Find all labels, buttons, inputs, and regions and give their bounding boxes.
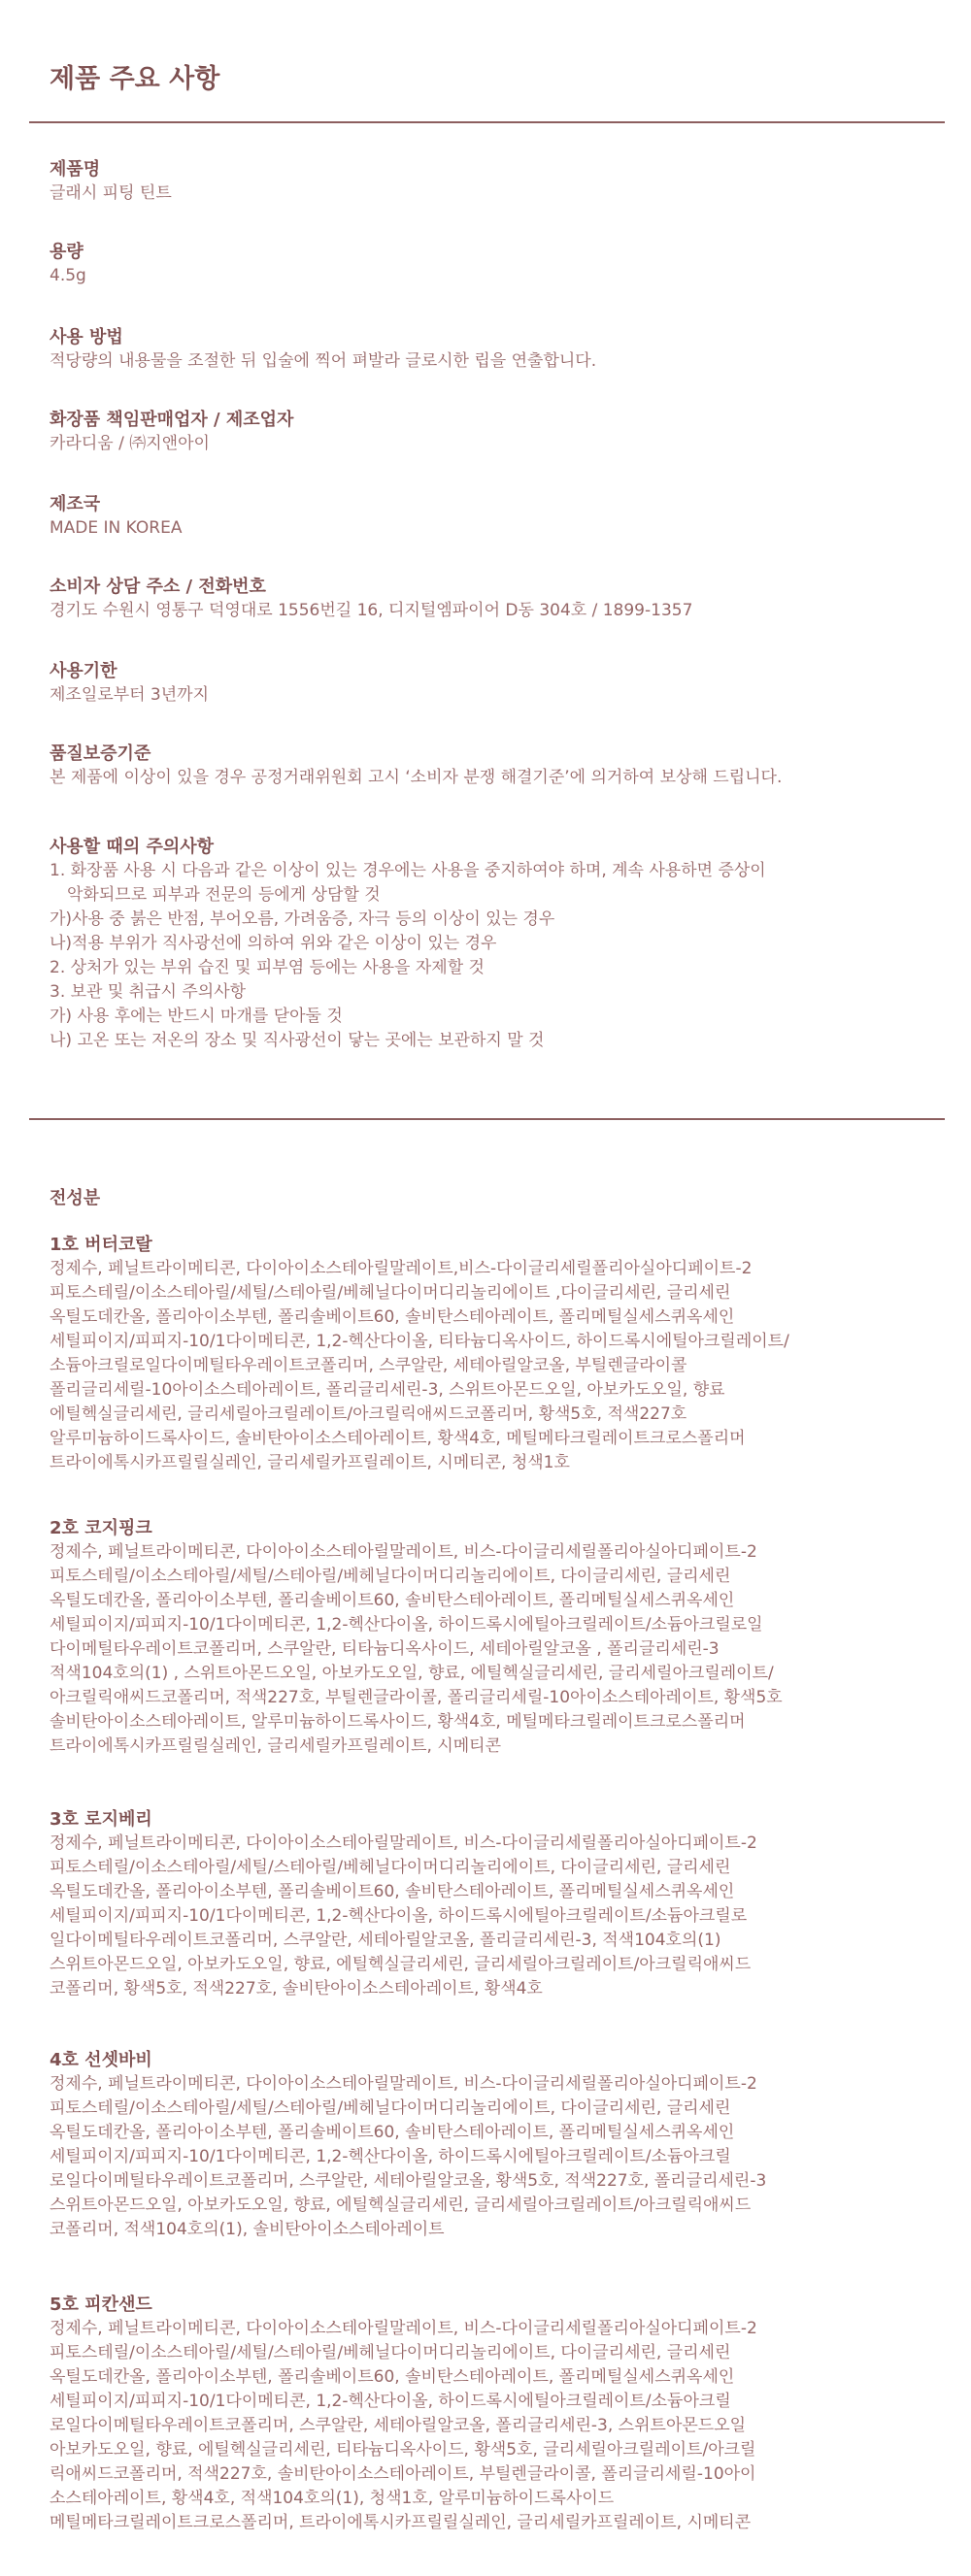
ingredient-line: 피토스테릴/이소스테아릴/세틸/스테아릴/베헤닐다이머디리놀리에이트, 다이글리세린, 글리세린	[50, 2343, 731, 2362]
section-label: 사용기한	[50, 661, 117, 681]
product-name: 2호 코지핑크	[50, 1518, 152, 1538]
ingredient-line: 일다이메틸타우레이트코폴리머, 스쿠알란, 세테아릴알코올, 폴리글리세린-3, 적색104호의(1)	[50, 1931, 721, 1950]
product-ingredients	[50, 1807, 757, 2001]
ingredient-line: 스위트아몬드오일, 아보카도오일, 향료, 에틸헥실글리세린, 글리세릴아크릴레이트/아크릴릭애씨드	[50, 1955, 752, 1974]
section-label: 제조국	[50, 494, 101, 514]
ingredient-line: 솔비탄아이소스테아레이트, 알루미늄하이드록사이드, 황색4호, 메틸메타크릴레이트크로스폴리머	[50, 1712, 746, 1732]
section-label: 사용 방법	[50, 327, 123, 347]
ingredients-title	[50, 1186, 100, 1210]
section-value: 제조일로부터 3년까지	[50, 685, 210, 705]
section-value: MADE IN KOREA	[50, 518, 183, 538]
section-label: 소비자 상담 주소 / 전화번호	[50, 577, 266, 597]
ingredient-line: 세틸피이지/피피지-10/1다이메티콘, 1,2-헥산다이올, 하이드록시에틸아크릴레이트/소듐아크릴로일	[50, 1615, 763, 1635]
ingredient-line: 아보카도오일, 향료, 에틸헥실글리세린, 티타늄디옥사이드, 황색5호, 글리세릴아크릴레이트/아크릴	[50, 2440, 756, 2460]
ingredient-line: 정제수, 페닐트라이메티콘, 다이아이소스테아릴말레이트, 비스-다이글리세릴폴리아실아디페이트-2	[50, 2074, 757, 2094]
ingredient-line: 소스테아레이트, 황색4호, 적색104호의(1), 청색1호, 알루미늄하이드록사이드	[50, 2489, 615, 2508]
caution-line: 2. 상처가 있는 부위 습진 및 피부염 등에는 사용을 자제할 것	[50, 958, 485, 977]
ingredient-line: 아크릴릭애씨드코폴리머, 적색227호, 부틸렌글라이콜, 폴리글리세릴-10아이소스테아레이트, 황색5호	[50, 1688, 783, 1707]
ingredient-line: 피토스테릴/이소스테아릴/세틸/스테아릴/베헤닐다이머디리놀리에이트 ,다이글리세린, 글리세린	[50, 1283, 731, 1303]
ingredient-line: 정제수, 페닐트라이메티콘, 다이아이소스테아릴말레이트, 비스-다이글리세릴폴리아실아디페이트-2	[50, 1833, 757, 1853]
info-section	[50, 492, 182, 541]
info-section	[50, 742, 782, 790]
ingredient-line: 적색104호의(1) , 스위트아몬드오일, 아보카도오일, 향료, 에틸헥실글리세린, 글리세릴아크릴레이트/	[50, 1664, 774, 1683]
ingredient-line: 정제수, 페닐트라이메티콘, 다이아이소스테아릴말레이트, 비스-다이글리세릴폴리아실아디페이트-2	[50, 2319, 757, 2338]
ingredient-line: 릭애씨드코폴리머, 적색227호, 솔비탄아이소스테아레이트, 부틸렌글라이콜, 폴리글리세릴-10아이	[50, 2464, 756, 2484]
section-value: 경기도 수원시 영통구 덕영대로 1556번길 16, 디지털엠파이어 D동 304호 / 1899-1357	[50, 601, 693, 620]
ingredient-line: 코폴리머, 황색5호, 적색227호, 솔비탄아이소스테아레이트, 황색4호	[50, 1979, 543, 1998]
section-label: 화장품 책임판매업자 / 제조업자	[50, 410, 294, 430]
caution-line: 가) 사용 후에는 반드시 마개를 닫아둘 것	[50, 1007, 343, 1026]
info-section	[50, 659, 209, 708]
section-value: 글래시 피팅 틴트	[50, 183, 172, 203]
ingredient-line: 세틸피이지/피피지-10/1다이메티콘, 1,2-헥산다이올, 하이드록시에틸아크릴레이트/소듐아크릴	[50, 2147, 731, 2166]
caution-line: 나) 고온 또는 저온의 장소 및 직사광선이 닿는 곳에는 보관하지 말 것	[50, 1031, 545, 1050]
ingredient-line: 옥틸도데칸올, 폴리아이소부텐, 폴리솔베이트60, 솔비탄스테아레이트, 폴리메틸실세스퀴옥세인	[50, 1882, 735, 1901]
product-ingredients	[50, 1516, 783, 1759]
section-value: 본 제품에 이상이 있을 경우 공정거래위원회 고시 ‘소비자 분쟁 해결기준’에 의거하여 보상해 드립니다.	[50, 768, 783, 787]
divider	[29, 1118, 945, 1120]
ingredient-line: 세틸피이지/피피지-10/1다이메티콘, 1,2-헥산다이올, 하이드록시에틸아크릴레이트/소듐아크릴로	[50, 1906, 748, 1926]
ingredient-line: 피토스테릴/이소스테아릴/세틸/스테아릴/베헤닐다이머디리놀리에이트, 다이글리세린, 글리세린	[50, 1858, 731, 1877]
caution-line: 악화되므로 피부과 전문의 등에게 상담할 것	[67, 885, 381, 905]
ingredient-line: 세틸피이지/피피지-10/1다이메티콘, 1,2-헥산다이올, 하이드록시에틸아크릴레이트/소듐아크릴	[50, 2392, 731, 2411]
cautions-section	[50, 835, 766, 1053]
section-value: 카라디움 / ㈜지앤아이	[50, 434, 210, 453]
ingredient-line: 옥틸도데칸올, 폴리아이소부텐, 폴리솔베이트60, 솔비탄스테아레이트, 폴리메틸실세스퀴옥세인	[50, 1591, 735, 1610]
ingredient-line: 옥틸도데칸올, 폴리아이소부텐, 폴리솔베이트60, 솔비탄스테아레이트, 폴리메틸실세스퀴옥세인	[50, 2123, 735, 2142]
caution-line: 가)사용 중 붉은 반점, 부어오름, 가려움증, 자극 등의 이상이 있는 경우	[50, 909, 555, 929]
ingredient-line: 알루미늄하이드록사이드, 솔비탄아이소스테아레이트, 황색4호, 메틸메타크릴레이트크로스폴리머	[50, 1429, 746, 1448]
ingredient-line: 로일다이메틸타우레이트코폴리머, 스쿠알란, 세테아릴알코올, 황색5호, 적색227호, 폴리글리세린-3	[50, 2171, 767, 2191]
ingredient-line: 피토스테릴/이소스테아릴/세틸/스테아릴/베헤닐다이머디리놀리에이트, 다이글리세린, 글리세린	[50, 1567, 731, 1586]
ingredient-line: 코폴리머, 적색104호의(1), 솔비탄아이소스테아레이트	[50, 2220, 445, 2239]
ingredient-line: 정제수, 페닐트라이메티콘, 다이아이소스테아릴말레이트, 비스-다이글리세릴폴리아실아디페이트-2	[50, 1542, 757, 1562]
product-ingredients	[50, 2293, 757, 2535]
product-name: 3호 로지베리	[50, 1809, 152, 1830]
caution-line: 나)적용 부위가 직사광선에 의하여 위와 같은 이상이 있는 경우	[50, 934, 497, 953]
section-label: 제품명	[50, 159, 101, 180]
ingredient-line: 로일다이메틸타우레이트코폴리머, 스쿠알란, 세테아릴알코올, 폴리글리세린-3, 스위트아몬드오일	[50, 2416, 747, 2435]
product-name: 5호 피칸샌드	[50, 2295, 152, 2315]
ingredients-title-label: 전성분	[50, 1188, 101, 1208]
ingredient-line: 옥틸도데칸올, 폴리아이소부텐, 폴리솔베이트60, 솔비탄스테아레이트, 폴리메틸실세스퀴옥세인	[50, 2367, 735, 2387]
ingredient-line: 트라이에톡시카프릴릴실레인, 글리세릴카프릴레이트, 시메티콘	[50, 1736, 502, 1756]
caution-line: 3. 보관 및 취급시 주의사항	[50, 982, 247, 1002]
product-name: 4호 선셋바비	[50, 2050, 152, 2070]
section-label: 품질보증기준	[50, 743, 151, 764]
section-value: 적당량의 내용물을 조절한 뒤 입술에 찍어 펴발라 글로시한 립을 연출합니다.	[50, 351, 597, 371]
ingredient-line: 메틸메타크릴레이트크로스폴리머, 트라이에톡시카프릴릴실레인, 글리세릴카프릴레이트, 시메티콘	[50, 2513, 752, 2532]
product-ingredients	[50, 1233, 789, 1475]
info-section	[50, 240, 86, 288]
info-section	[50, 408, 293, 456]
info-section	[50, 157, 172, 206]
ingredient-line: 정제수, 페닐트라이메티콘, 다이아이소스테아릴말레이트,비스-다이글리세릴폴리아실아디페이트-2	[50, 1259, 753, 1278]
ingredient-line: 소듐아크릴로일다이메틸타우레이트코폴리머, 스쿠알란, 세테아릴알코올, 부틸렌글라이콜	[50, 1356, 687, 1375]
ingredient-line: 스위트아몬드오일, 아보카도오일, 향료, 에틸헥실글리세린, 글리세릴아크릴레이트/아크릴릭애씨드	[50, 2196, 752, 2215]
ingredient-line: 트라이에톡시카프릴릴실레인, 글리세릴카프릴레이트, 시메티콘, 청색1호	[50, 1453, 570, 1472]
ingredient-line: 에틸헥실글리세린, 글리세릴아크릴레이트/아크릴릭애씨드코폴리머, 황색5호, 적색227호	[50, 1404, 687, 1424]
divider	[29, 121, 945, 123]
ingredient-line: 세틸피이지/피피지-10/1다이메티콘, 1,2-헥산다이올, 티타늄디옥사이드, 하이드록시에틸아크릴레이트/	[50, 1332, 789, 1351]
ingredient-line: 폴리글리세릴-10아이소스테아레이트, 폴리글리세린-3, 스위트아몬드오일, 아보카도오일, 향료	[50, 1380, 725, 1400]
cautions-label: 사용할 때의 주의사항	[50, 837, 215, 857]
info-section	[50, 575, 692, 623]
ingredient-line: 피토스테릴/이소스테아릴/세틸/스테아릴/베헤닐다이머디리놀리에이트, 다이글리세린, 글리세린	[50, 2098, 731, 2118]
caution-line: 1. 화장품 사용 시 다음과 같은 이상이 있는 경우에는 사용을 중지하여야 하며, 계속 사용하면 증상이	[50, 861, 766, 880]
product-name: 1호 버터코랄	[50, 1235, 152, 1255]
ingredient-line: 옥틸도데칸올, 폴리아이소부텐, 폴리솔베이트60, 솔비탄스테아레이트, 폴리메틸실세스퀴옥세인	[50, 1307, 735, 1327]
page-title: 제품 주요 사항	[50, 64, 220, 94]
section-value: 4.5g	[50, 266, 86, 285]
section-label: 용량	[50, 242, 84, 262]
info-section	[50, 325, 596, 374]
product-ingredients	[50, 2048, 766, 2242]
ingredient-line: 다이메틸타우레이트코폴리머, 스쿠알란, 티타늄디옥사이드, 세테아릴알코올 , 폴리글리세린-3	[50, 1639, 720, 1659]
